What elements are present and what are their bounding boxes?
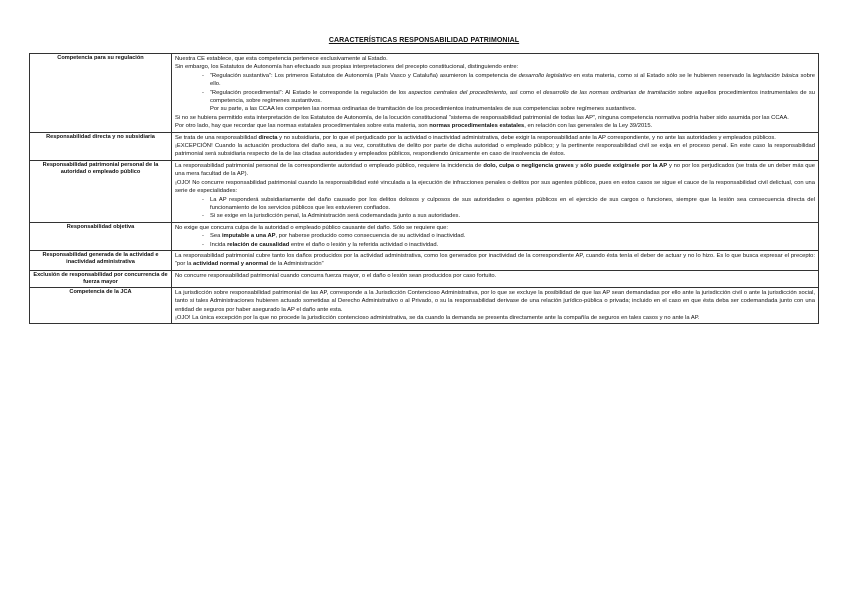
table-row xyxy=(30,54,819,133)
row-content xyxy=(172,132,819,160)
paragraph: No exige que concurra culpa de la autoridad o empleado público causante del daño. Sólo se requiere que: xyxy=(175,224,448,231)
row-content xyxy=(172,160,819,222)
paragraph: ¡OJO! La única excepción por la que no procede la jurisdicción contencioso administrativa, se da cuando la demanda se presenta directamente ante la compañía de seguros en tales casos y no ante la AP. xyxy=(175,314,700,321)
row-content xyxy=(172,287,819,324)
bullet-dash: - xyxy=(202,196,204,203)
paragraph: ¡OJO! No concurre responsabilidad patrimonial cuando la responsabilidad esté vinculada a la ejecución de infracciones penales o delitos por sus agentes públicos, pues en estos casos se sigue el cauce de la responsabilidad civil delictual, con una serie de especialidades: xyxy=(175,179,815,195)
bullet-dash: - xyxy=(202,89,204,96)
row-content xyxy=(172,270,819,287)
characteristics-table xyxy=(29,53,819,324)
table-row xyxy=(30,287,819,324)
row-label: Responsabilidad patrimonial personal de la autoridad o empleado público xyxy=(30,160,172,222)
paragraph: ¡EXCEPCIÓN! Cuando la actuación productora del daño sea, a su vez, constitutiva de delito por parte de dicha autoridad o empleado público; y la pertinente responsabilidad civil se exija en el proceso penal. En este caso la responsabilidad patrimonial será subsidiaria respecto de la de las citadas autoridades y empleados públicos, respondiendo únicamente en caso de insolvencia de éstos. xyxy=(175,143,815,158)
row-content xyxy=(172,222,819,250)
bullet-dash: - xyxy=(202,241,204,248)
paragraph: La responsabilidad patrimonial personal de la correspondiente autoridad o empleado público, requiere la incidencia de dolo, culpa o negligencia graves y sólo puede exigírsele por la AP y no por los perjudicados (se trata de un deber más que una mera facultad de la AP). xyxy=(175,162,815,178)
bullet-item: - “Regulación sustantiva”: Los primeros Estatutos de Autonomía (País Vasco y Cataluña) asumieron la competencia de desarrollo legislativo en esta materia, como si al Estado sólo se le hubieren reservado la legislación básica sobre ello. xyxy=(175,72,815,89)
bullet-dash: - xyxy=(202,213,204,220)
paragraph: Sin embargo, los Estatutos de Autonomía han efectuado sus propias interpretaciones del precepto constitucional, distinguiendo entre: xyxy=(175,64,519,71)
bullet-dash: - xyxy=(202,233,204,240)
row-label: Exclusión de responsabilidad por concurrencia de fuerza mayor xyxy=(30,270,172,287)
paragraph: La jurisdicción sobre responsabilidad patrimonial de las AP, corresponde a la Jurisdicción Contencioso Administrativa, por lo que se excluye la posibilidad de que las AP sean demandadas por ello ante la jurisdicción civil o ante la jurisdicción social, tanto si tales Administraciones hubieren actuado sometidas al Derecho Administrativo o al Privado, o su la responsabilidad derivase de una relación jurídico-pública o privada; incluido en el caso en que ésta deba ser codemandada junto con una entidad de seguros por haber asegurado la AP el daño ante esta. xyxy=(175,289,815,313)
row-content xyxy=(172,54,819,133)
table-row xyxy=(30,132,819,160)
bullet-item: - La AP responderá subsidiariamente del daño causado por los delitos dolosos y culposos de sus autoridades o agentes públicos en el ejercicio de sus cargos o funciones, siempre que la lesión sea consecuencia directa del funcionamiento de los servicios públicos que les estuvieren confiados. xyxy=(175,196,815,213)
bullet-item: - Si se exige en la jurisdicción penal, la Administración será codemandada junto a sus autoridades. xyxy=(175,212,815,220)
bullet-item: - Sea imputable a una AP, por haberse producido como consecuencia de su actividad o inactividad. xyxy=(175,232,815,240)
row-label: Competencia para su regulación xyxy=(30,54,172,133)
row-label: Competencia de la JCA xyxy=(30,287,172,324)
paragraph: No concurre responsabilidad patrimonial cuando concurra fuerza mayor, o el daño o lesión sean producidos por caso fortuito. xyxy=(175,272,497,279)
bullet-dash: - xyxy=(202,72,204,79)
row-content xyxy=(172,250,819,270)
paragraph: Por su parte, a las CCAA les competen las normas ordinarias de tramitación de los procedimientos instrumentales de sus competencias sobre regímenes sustantivos. xyxy=(210,106,637,113)
row-label: Responsabilidad objetiva xyxy=(30,222,172,250)
row-label: Responsabilidad directa y no subsidiaria xyxy=(30,132,172,160)
bullet-item: - Incida relación de causalidad entre el daño o lesión y la referida actividad o inactividad. xyxy=(175,241,815,249)
paragraph: Por otro lado, hay que recordar que las normas estatales procedimentales sobre esta materia, son normas procedimentales estatales, en relación con las generales de la Ley 39/2015. xyxy=(175,123,653,130)
row-label: Responsabilidad generada de la actividad e inactividad administrativa xyxy=(30,250,172,270)
paragraph: La responsabilidad patrimonial cubre tanto los daños producidos por la actividad administrativa, como los generados por inactividad de la correspondiente AP, cuando ésta tenía el deber de actuar y no lo hizo. Es lo que busca expresar el precepto: “por la actividad normal y anormal de la Administración” xyxy=(175,252,815,268)
table-row xyxy=(30,270,819,287)
document-title: CARACTERÍSTICAS RESPONSABILIDAD PATRIMONIAL xyxy=(328,37,520,44)
table-row xyxy=(30,160,819,222)
bullet-item: - “Regulación procedimental”: Al Estado le corresponde la regulación de los aspectos centrales del procedimiento, así como el desarrollo de las normas ordinarias de tramitación sobre aquellos procedimientos instrumentales de su competencia, sobre regímenes sustantivos. xyxy=(175,89,815,106)
paragraph: Si no se hubiera permitido esta interpretación de los Estatutos de Autonomía, de la locución constitucional “sistema de responsabilidad patrimonial de todas las AP”, ninguna competencia normativa podría haber sido asumida por las CCAA. xyxy=(175,114,789,121)
paragraph: Se trata de una responsabilidad directa y no subsidiaria, por lo que el perjudicado por la actividad o inactividad administrativa, debe exigir la responsabilidad ante la AP correspondiente, y no ante las autoridades y empleados públicos. xyxy=(175,134,776,141)
table-row xyxy=(30,222,819,250)
table-row xyxy=(30,250,819,270)
paragraph: Nuestra CE establece, que esta competencia pertenece exclusivamente al Estado. xyxy=(175,56,388,62)
